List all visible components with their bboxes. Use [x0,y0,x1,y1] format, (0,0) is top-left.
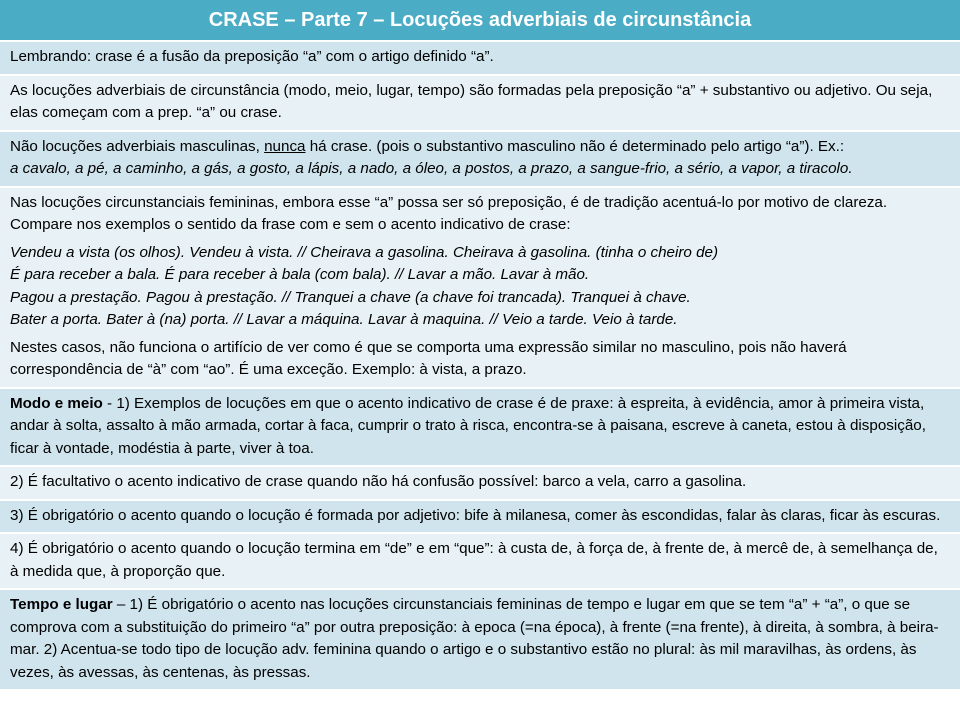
table-row-feminine [0,188,960,389]
row-text: 4) É obrigatório o acento quando o locução termina em “de” e em “que”: à custa de, à força de, à frente de, à mercê de, à semelhança de, à medida que, à proporção que. [10,540,938,580]
emphasis-nunca: nunca [264,137,306,155]
table-row-tempo-lugar [0,590,960,691]
table-row-facultativo [0,467,960,501]
example-line: É para receber a bala. É para receber à bala (com bala). // Lavar a mão. Lavar à mão. [10,266,590,283]
row-text-after: há crase. (pois o substantivo masculino não é determinado pelo artigo “a”). Ex.: [305,137,845,155]
page-title: CRASE – Parte 7 – Locuções adverbiais de circunstância [0,0,960,42]
table-row-definition [0,76,960,132]
row-text: As locuções adverbiais de circunstância (modo, meio, lugar, tempo) são formadas pela preposição “a” + substantivo ou adjetivo. Ou seja, elas começam com a prep. “a” ou crase. [10,81,933,121]
row-text: Modo e meio - 1) Exemplos de locuções em que o acento indicativo de crase é de praxe: à espreita, à evidência, amor à primeira vista, andar à solta, assalto à mão armada, cortar à faca, cumprir o trato à risca, encontra-se à paisana, escreve à caneta, estou à disposição, ficar à vontade, modéstia à parte, viver à toa. [10,394,926,457]
feminine-intro: Nas locuções circunstanciais femininas, embora esse “a” possa ser só preposição, é de tradição acentuá-lo por motivo de clareza. Compare nos exemplos o sentido da frase com e sem o acento indicativo de crase: [10,193,888,233]
table-row-modo-meio [0,389,960,468]
example-line: Vendeu a vista (os olhos). Vendeu à vista. // Cheirava a gasolina. Cheirava à gasolina. (tinha o cheiro de) [10,243,719,261]
section-label-tempo-lugar: Tempo e lugar [10,596,113,613]
table-row-de-que [0,534,960,590]
row-text: 3) É obrigatório o acento quando o locução é formada por adjetivo: bife à milanesa, comer às escondidas, falar às claras, ficar às escuras. [10,506,941,524]
masculine-examples: a cavalo, a pé, a caminho, a gás, a gosto, a lápis, a nado, a óleo, a postos, a prazo, a sangue-frio, a sério, a vapor, a tiracolo. [10,160,853,177]
row-text [10,136,950,159]
table-row-masculine [0,132,960,188]
example-line: Bater a porta. Bater à (na) porta. // Lavar a máquina. Lavar à maquina. // Veio a tarde. Veio à tarde. [10,311,678,328]
row-text-before: Não locuções adverbiais masculinas, [10,137,265,155]
row-text: Tempo e lugar – 1) É obrigatório o acento nas locuções circunstanciais femininas de tempo e lugar em que se tem “a” + “a”, o que se comprova com a substituição do primeiro “a” por outra preposição: à epoca (=na época), à frente (=na frente), à direita, à sombra, à beira-mar. 2) Acentua-se todo tipo de locução adv. feminina quando o artigo e o substantivo estão no plural: às mil maravilhas, às ordens, às vezes, às avessas, às centenas, às pressas. [10,596,939,681]
example-line: Pagou a prestação. Pagou à prestação. // Tranquei a chave (a chave foi trancada). Tranquei à chave. [10,288,691,306]
table-row-adjetivo [0,501,960,535]
section-label-modo-meio: Modo e meio [10,394,103,412]
exception-note: Nestes casos, não funciona o artifício de ver como é que se comporta uma expressão similar no masculino, pois não haverá correspondência de “à” com “ao”. É uma exceção. Exemplo: à vista, a prazo. [10,338,847,378]
row-text: Lembrando: crase é a fusão da preposição “a” com o artigo definido “a”. [10,48,494,65]
table-row-reminder [0,42,960,76]
row-text: 2) É facultativo o acento indicativo de crase quando não há confusão possível: barco a vela, carro a gasolina. [10,473,747,490]
